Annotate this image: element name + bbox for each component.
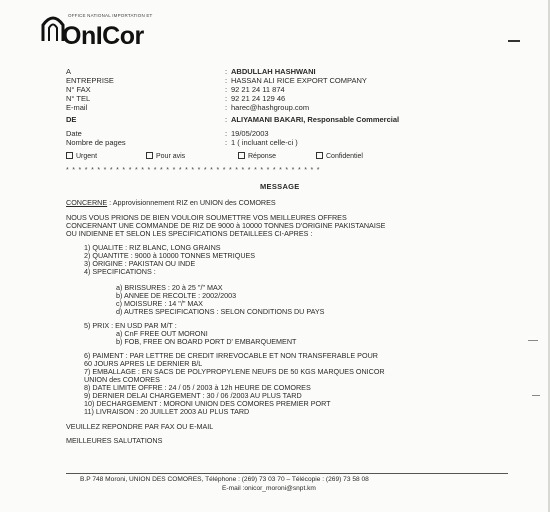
list-item: 9) DERNIER DELAI CHARGEMENT : 30 / 06 /2003 AU PLUS TARD xyxy=(84,391,302,400)
logo-name: OnICor xyxy=(62,22,144,50)
list-item: 4) SPECIFICATIONS : xyxy=(84,267,156,276)
colon: : xyxy=(225,67,228,76)
checkbox-box xyxy=(66,152,73,159)
fax-value: 92 21 24 11 874 xyxy=(231,85,285,94)
footer-address: B.P 748 Moroni, UNION DES COMORES, Téléphone : (269) 73 03 70 – Télécopie : (269) 73 58 08 xyxy=(80,476,369,483)
pages-value: 1 ( incluant celle-ci ) xyxy=(231,138,298,147)
colon: : xyxy=(225,94,228,103)
footer-divider xyxy=(66,473,508,474)
scan-mark xyxy=(532,395,540,396)
to-label: A xyxy=(66,67,72,76)
checkbox-label: Urgent xyxy=(76,153,98,160)
date-value: 19/05/2003 xyxy=(231,129,269,138)
from-value: ALIYAMANI BAKARI, Responsable Commercial xyxy=(231,115,400,124)
reply-request: VEUILLEZ REPONDRE PAR FAX OU E-MAIL xyxy=(66,422,214,431)
checkbox-label: Réponse xyxy=(248,153,277,160)
company-label: ENTREPRISE xyxy=(66,76,114,85)
checkbox-reponse[interactable] xyxy=(238,152,276,160)
colon: : xyxy=(225,138,228,147)
colon: : xyxy=(225,85,228,94)
colon: : xyxy=(225,129,228,138)
spec-item: c) MOISSURE : 14 "/" MAX xyxy=(116,299,203,308)
scan-mark xyxy=(528,340,538,341)
pages-label: Nombre de pages xyxy=(66,138,126,147)
list-item: UNION des COMORES xyxy=(84,375,160,384)
email-label: E-mail xyxy=(66,103,88,112)
footer-email: E-mail :onicor_moroni@snpt.km xyxy=(222,485,316,492)
date-label: Date xyxy=(66,129,82,138)
checkbox-box xyxy=(146,152,153,159)
message-title: MESSAGE xyxy=(260,182,300,191)
list-item: 6) PAIMENT : PAR LETTRE DE CREDIT IRREVOCABLE ET NON TRANSFERABLE POUR xyxy=(84,351,378,360)
tel-value: 92 21 24 129 46 xyxy=(231,94,286,103)
colon: : xyxy=(225,115,228,124)
checkbox-confidentiel[interactable] xyxy=(316,152,363,160)
concerne-label: CONCERNE xyxy=(66,198,108,207)
intro-line: NOUS VOUS PRIONS DE BIEN VOULOIR SOUMETTRE VOS MEILLEURES OFFRES xyxy=(66,213,347,222)
list-item: 10) DECHARGEMENT : MORONI UNION DES COMORES PREMIER PORT xyxy=(84,399,331,408)
from-label: DE xyxy=(66,115,77,124)
spec-item: a) CnF FREE OUT MORONI xyxy=(116,329,208,338)
to-value: ABDULLAH HASHWANI xyxy=(231,67,316,76)
logo-subtitle: OFFICE NATIONAL IMPORTATION ET xyxy=(68,13,153,18)
checkbox-label: Confidentiel xyxy=(326,153,363,160)
checkbox-urgent[interactable] xyxy=(66,152,97,160)
email-value: harec@hashgroup.com xyxy=(231,103,310,112)
list-item: 7) EMBALLAGE : EN SACS DE POLYPROPYLENE NEUFS DE 50 KGS MARQUES ONICOR xyxy=(84,367,385,376)
scan-mark xyxy=(508,40,520,42)
list-item: 8) DATE LIMITE OFFRE : 24 / 05 / 2003 à 12h HEURE DE COMORES xyxy=(84,383,311,392)
list-item: 5) PRIX : EN USD PAR M/T : xyxy=(84,321,177,330)
colon: : xyxy=(225,76,228,85)
spec-item: b) FOB, FREE ON BOARD PORT D' EMBARQUEMENT xyxy=(116,337,297,346)
company-value: HASSAN ALI RICE EXPORT COMPANY xyxy=(231,76,367,85)
spec-item: b) ANNEE DE RECOLTE : 2002/2003 xyxy=(116,291,237,300)
concerne-text: : Approvisionnement RIZ en UNION des COMORES xyxy=(107,198,276,207)
list-item: 60 JOURS APRES LE DERNIER B/L xyxy=(84,359,203,368)
list-item: 1) QUALITE : RIZ BLANC, LONG GRAINS xyxy=(84,243,221,252)
checkbox-pour-avis[interactable] xyxy=(146,152,185,160)
checkbox-box xyxy=(238,152,245,159)
tel-label: N° TEL xyxy=(66,94,91,103)
list-item: 2) QUANTITE : 9000 à 10000 TONNES METRIQUES xyxy=(84,251,256,260)
spec-item: a) BRISSURES : 20 à 25 "/" MAX xyxy=(116,283,223,292)
spec-item: d) AUTRES SPECIFICATIONS : SELON CONDITIONS DU PAYS xyxy=(116,307,325,316)
closing: MEILLEURES SALUTATIONS xyxy=(66,436,163,445)
list-item: 3) ORIGINE : PAKISTAN OU INDE xyxy=(84,259,196,268)
colon: : xyxy=(225,103,228,112)
fax-label: N° FAX xyxy=(66,85,91,94)
intro-line: CONCERNANT UNE COMMANDE DE RIZ DE 9000 à 10000 TONNES D'ORIGINE PAKISTANAISE xyxy=(66,221,386,230)
list-item: 11) LIVRAISON : 20 JUILLET 2003 AU PLUS TARD xyxy=(84,407,250,416)
intro-line: OU INDIENNE ET SELON LES SPECIFICATIONS DETAILLEES CI-APRES : xyxy=(66,229,313,238)
concerne-line xyxy=(66,198,276,207)
checkbox-box xyxy=(316,152,323,159)
checkbox-label: Pour avis xyxy=(156,153,186,160)
divider: * * * * * * * * * * * * * * * * * * * * * * * * * * * * * * * * * * * * * * * * * xyxy=(66,167,321,174)
